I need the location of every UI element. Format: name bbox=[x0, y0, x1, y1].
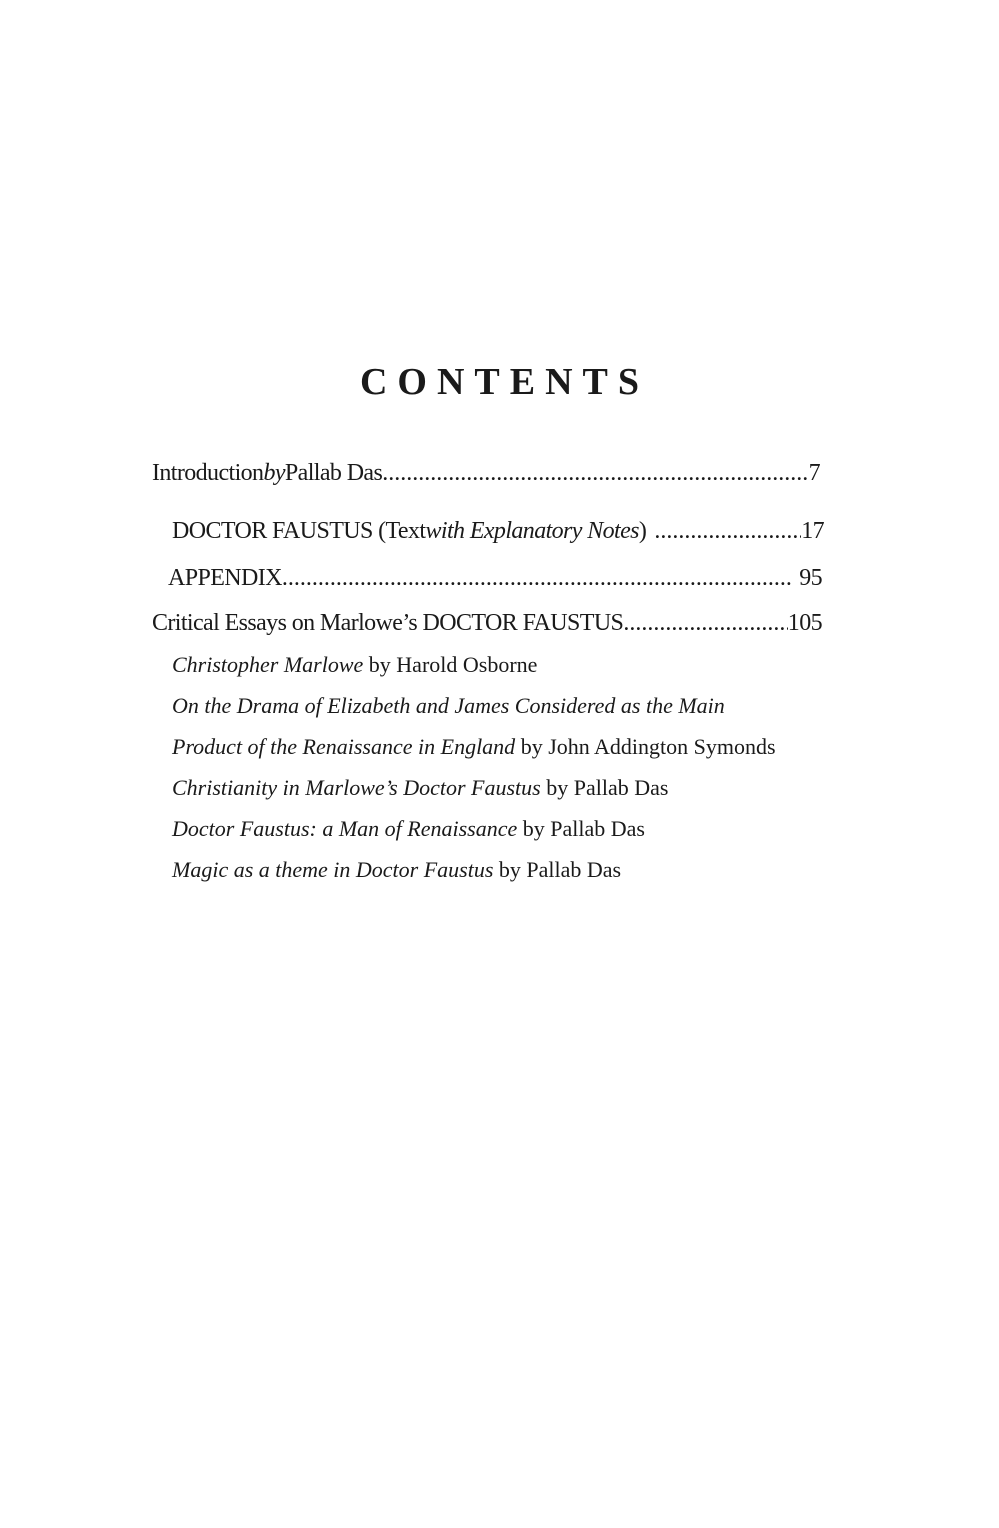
dot-leader bbox=[654, 516, 801, 546]
essay-author: by Pallab Das bbox=[540, 775, 669, 800]
essay-entry bbox=[172, 691, 725, 721]
essay-entry bbox=[172, 814, 645, 844]
essay-entry bbox=[172, 773, 668, 803]
essay-title: Product of the Renaissance in England bbox=[172, 734, 516, 759]
toc-entry-label-italic: with Explanatory Notes bbox=[425, 518, 639, 544]
toc-entry-label-italic: by bbox=[263, 460, 285, 486]
page-title: CONTENTS bbox=[359, 361, 650, 403]
essay-entry bbox=[172, 650, 537, 680]
dot-leader bbox=[623, 608, 787, 638]
essay-title: Christianity in Marlowe’s Doctor Faustus bbox=[172, 775, 541, 800]
toc-page-number: 105 bbox=[787, 610, 822, 636]
toc-entry-introduction bbox=[152, 458, 820, 488]
toc-entry-label: Introduction bbox=[152, 460, 264, 486]
essay-title: Christopher Marlowe bbox=[172, 652, 364, 677]
toc-entry-label: Critical Essays on Marlowe’s DOCTOR FAUSTUS bbox=[152, 610, 624, 636]
toc-page-number: 17 bbox=[801, 518, 824, 544]
essay-title: On the Drama of Elizabeth and James Considered as the Main bbox=[172, 693, 725, 718]
toc-entry-label: Pallab Das bbox=[284, 460, 383, 486]
toc-entry-label: DOCTOR FAUSTUS (Text bbox=[172, 518, 426, 544]
toc-entry-label: APPENDIX bbox=[168, 565, 282, 591]
essay-entry bbox=[172, 732, 776, 762]
essay-author: by Pallab Das bbox=[493, 857, 622, 882]
essay-entry bbox=[172, 855, 621, 885]
essay-author: by Pallab Das bbox=[517, 816, 645, 841]
dot-leader bbox=[282, 563, 793, 593]
toc-entry-doctor-faustus bbox=[172, 516, 824, 546]
toc-page-number: 95 bbox=[799, 565, 822, 591]
essay-author: by John Addington Symonds bbox=[515, 734, 776, 759]
toc-entry-critical-essays bbox=[152, 608, 822, 638]
toc-entry-label: ) bbox=[638, 518, 647, 544]
essay-title: Doctor Faustus: a Man of Renaissance bbox=[172, 816, 518, 841]
dot-leader bbox=[382, 458, 808, 488]
toc-entry-appendix bbox=[168, 563, 822, 593]
essay-title: Magic as a theme in Doctor Faustus bbox=[172, 857, 494, 882]
essay-author: by Harold Osborne bbox=[363, 652, 538, 677]
toc-page-number: 7 bbox=[808, 460, 820, 486]
